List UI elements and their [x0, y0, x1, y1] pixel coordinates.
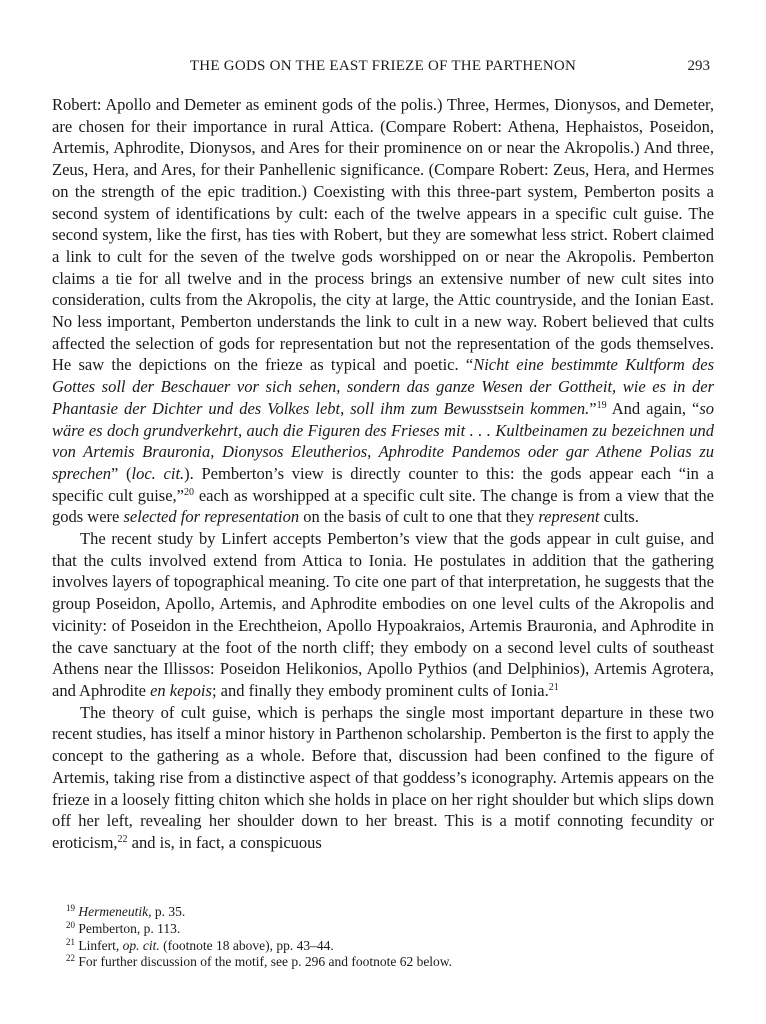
text-run: ; and finally they embody prominent cults of Ionia.	[211, 680, 549, 700]
italic-text: selected for representation	[123, 507, 300, 527]
text-run: cults.	[599, 507, 639, 527]
paragraph	[52, 94, 714, 528]
running-header	[52, 58, 714, 78]
text-run: ” (	[110, 463, 132, 483]
text-run: Pemberton, p. 113.	[75, 920, 181, 936]
text-run: Linfert,	[75, 937, 123, 953]
text-run: ). Pemberton’s view is directly counter to this: the gods appear each “in a specific cult guise,”	[52, 463, 714, 505]
italic-text: en kepois	[150, 680, 212, 700]
page-number: 293	[687, 58, 710, 74]
footnotes	[66, 904, 706, 971]
footnote	[66, 938, 706, 955]
body-text	[52, 94, 714, 854]
text-run: (footnote 18 above), pp. 43–44.	[159, 937, 334, 953]
italic-text: loc. cit.	[131, 463, 185, 483]
italic-text: represent	[538, 507, 600, 527]
text-run: The recent study by Linfert accepts Pemberton’s view that the gods appear in cult guise, and that the cults involved extend from Attica to Ionia. He postulates in addition that the gathering involves layers of topographical meaning. To cite one part of that interpretation, he suggests that the group Poseidon, Apollo, Artemis, and Aphrodite embodies on one level cults of the Akropolis and vicinity: of Poseidon in the Erechtheion, Apollo Hypoakraios, Artemis Brauronia, and Aphrodite in the cave sanctuary at the foot of the north cliff; they embody on a second level cults of southeast Athens near the Illissos: Poseidon Helikonios, Apollo Pythios (and Delphinios), Artemis Agrotera, and Aphrodite	[52, 529, 714, 700]
paragraph	[52, 702, 714, 854]
text-run: and is, in fact, a conspicuous	[127, 832, 322, 852]
italic-text: so wäre es doch grundverkehrt, auch die Figuren des Frieses mit . . . Kultbeinamen zu bezeichnen und von Artemis Brauronia, Dionysos Eleutherios, Aphrodite Pandemos oder gar Athene Polias zu sprechen	[52, 398, 714, 483]
footnote-ref: 20	[183, 486, 194, 498]
footnote-ref: 22	[66, 953, 75, 964]
footnote-ref: 21	[548, 681, 559, 693]
footnote	[66, 921, 706, 938]
running-title: THE GODS ON THE EAST FRIEZE OF THE PARTHENON	[189, 58, 577, 74]
footnote	[66, 954, 706, 971]
italic-text: op. cit.	[122, 937, 160, 953]
text-run: on the basis of cult to one that they	[299, 507, 539, 527]
footnote-ref: 19	[66, 903, 75, 913]
footnote	[66, 904, 706, 921]
text-run: And again, “	[606, 398, 700, 418]
text-run: , p. 35.	[148, 904, 186, 919]
footnote-ref: 22	[117, 833, 128, 845]
paragraph	[52, 528, 714, 702]
text-run: Robert: Apollo and Demeter as eminent gods of the polis.) Three, Hermes, Dionysos, and Demeter, are chosen for their importance in rural Attica. (Compare Robert: Athena, Hephaistos, Poseidon, Artemis, Aphrodite, Dionysos, and Ares for their prominence on or near the Akropolis.) And three, Zeus, Hera, and Ares, for their Panhellenic significance. (Compare Robert: Zeus, Hera, and Hermes on the strength of the epic tradition.) Coexisting with this three-part system, Pemberton posits a second system of identifications by cult: each of the twelve appears in a specific cult guise. The second system, like the first, has ties with Robert, but they are somewhat less strict. Robert claimed a link to cult for the seven of the twelve gods worshipped on or near the Akropolis. Pemberton claims a tie for all twelve and in the process brings an extensive number of new cult sites into consideration, cults from the Akropolis, the city at large, the Attic countryside, and the Ionian East. No less important, Pemberton understands the link to cult in a new way. Robert believed that cults affected the selection of gods for representation but not the representation of the gods themselves. He saw the depictions on the frieze as typical and poetic. “	[52, 95, 714, 375]
text-run: The theory of cult guise, which is perhaps the single most important departure in these two recent studies, has itself a minor history in Parthenon scholarship. Pemberton is the first to apply the concept to the gathering as a whole. Before that, discussion had been confined to the figure of Artemis, taking rise from a distinctive aspect of that goddess’s iconography. Artemis appears on the frieze in a loosely fitting chiton which she holds in place on her right shoulder but which slips down off her left, revealing her shoulder down to her breast. This is a motif connoting fecundity or eroticism,	[52, 702, 714, 852]
text-run: ”	[589, 398, 597, 418]
italic-text: Hermeneutik	[78, 904, 149, 919]
text-run: each as worshipped at a specific cult site. The change is from a view that the gods were	[52, 485, 714, 527]
footnote-ref: 20	[66, 919, 75, 930]
footnote-ref: 21	[66, 936, 75, 947]
text-run: For further discussion of the motif, see p. 296 and footnote 62 below.	[75, 954, 453, 970]
italic-text: Nicht eine bestimmte Kultform des Gottes soll der Beschauer vor sich sehen, sondern das ganze Wesen der Gottheit, wie es in der Phantasie der Dichter und des Volkes lebt, soll ihm zum Bewusstsein kommen.	[52, 355, 714, 418]
footnote-ref: 19	[596, 399, 607, 411]
